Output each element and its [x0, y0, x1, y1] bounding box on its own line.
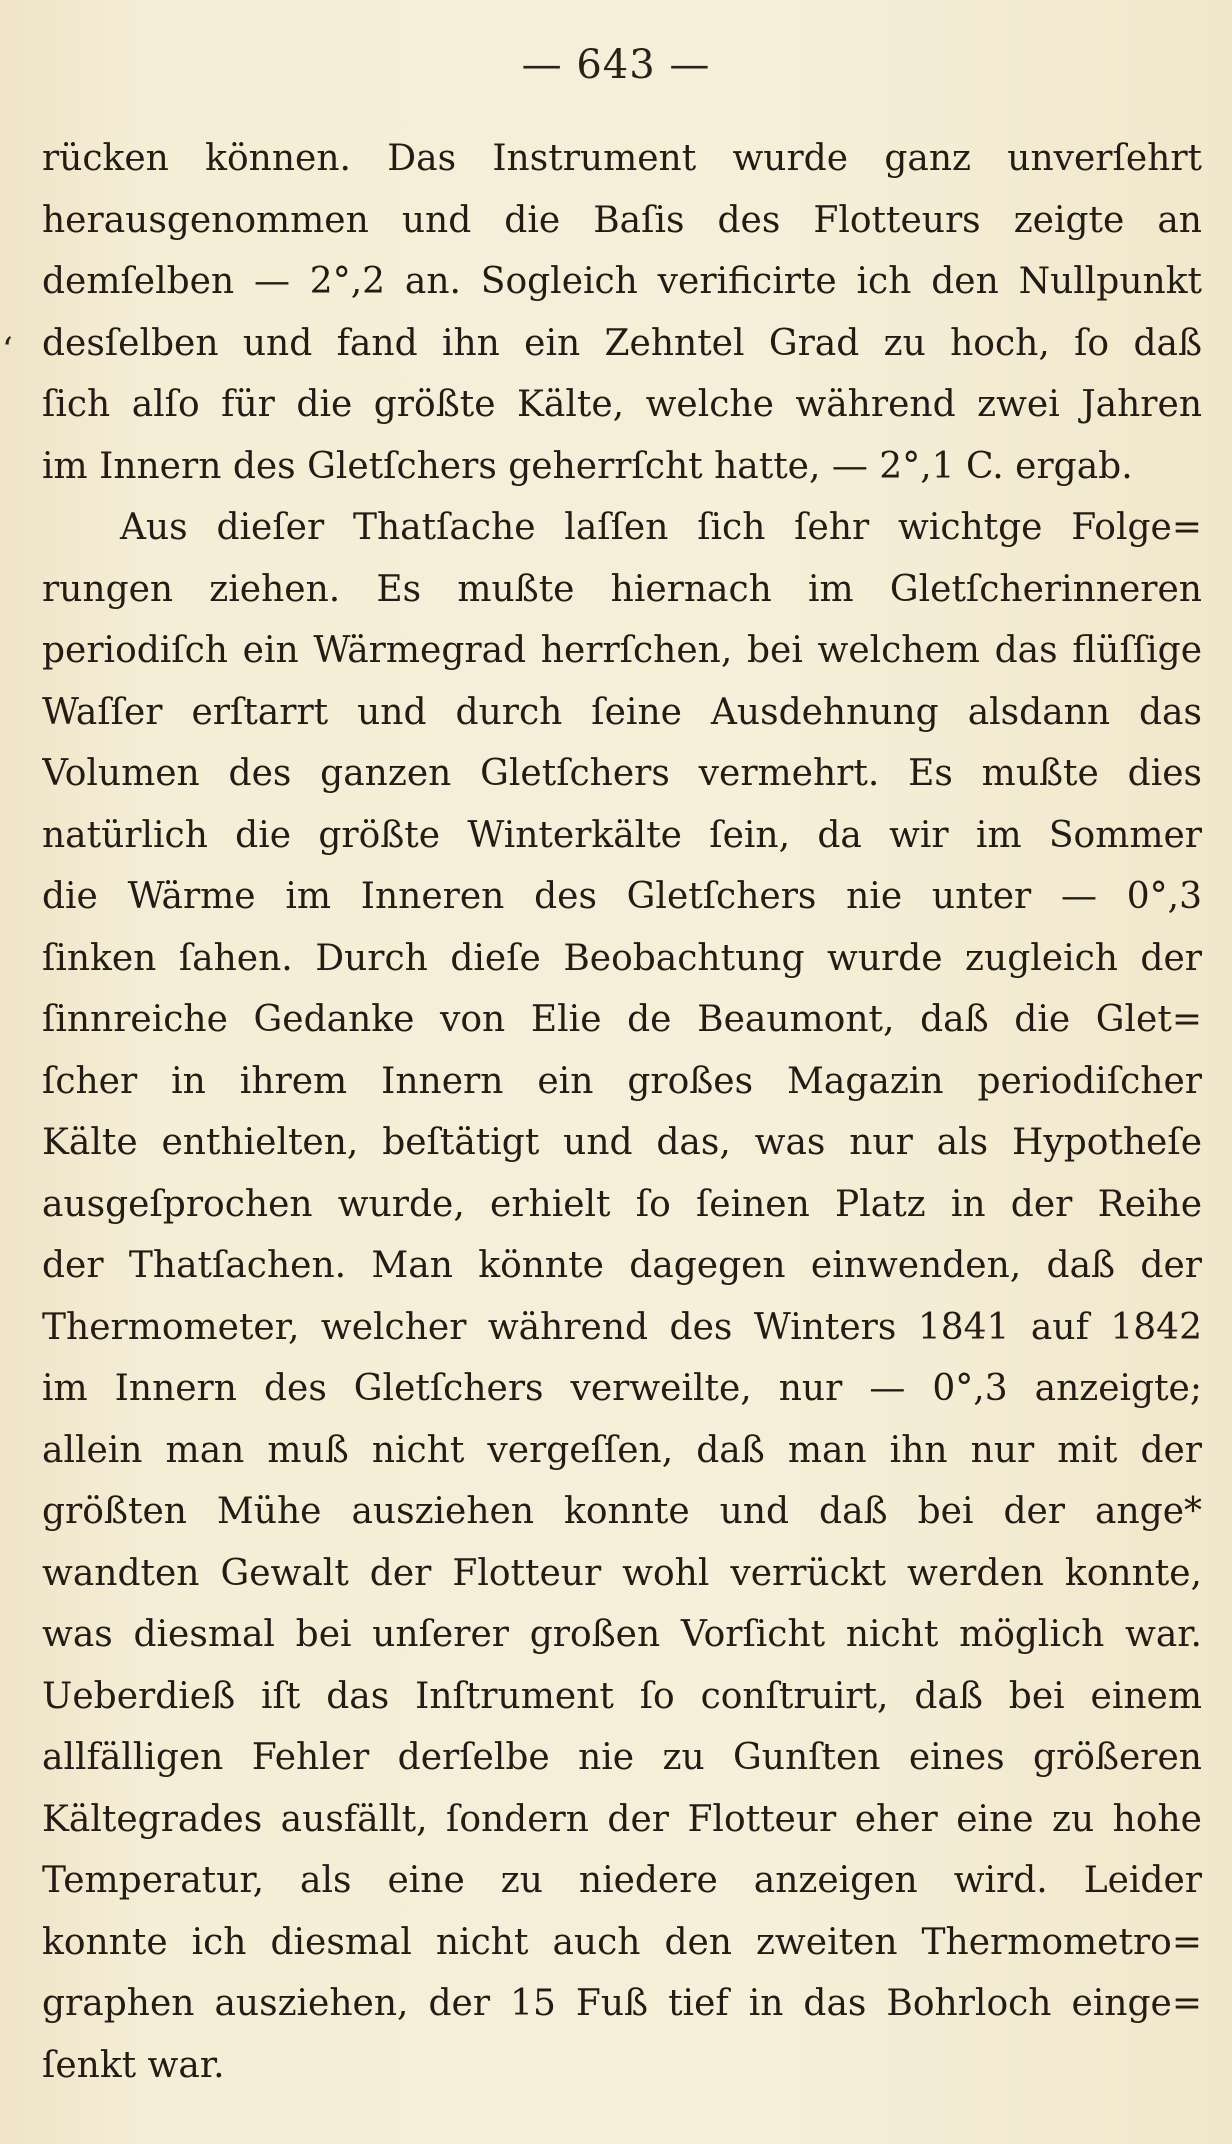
text-line: periodiſch ein Wärmegrad herrſchen, bei welchem das flüſſige [42, 630, 1202, 671]
text-line: demſelben — 2°,2 an. Sogleich verificirte ich den Nullpunkt [42, 261, 1202, 302]
text-line: Ueberdieß iſt das Inſtrument ſo conſtruirt, daß bei einem [42, 1675, 1202, 1717]
text-line: ſinnreiche Gedanke von Elie de Beaumont, daß die Glet= [42, 999, 1202, 1040]
text-line: im Innern des Gletſchers verweilte, nur — 0°,3 anzeigte; [42, 1368, 1202, 1409]
text-line: desſelben und fand ihn ein Zehntel Grad zu hoch, ſo daß [42, 322, 1202, 364]
text-line: allein man muß nicht vergeſſen, daß man ihn nur mit der [42, 1429, 1202, 1471]
page-number: — 643 — [521, 42, 711, 88]
text-line: rücken können. Das Instrument wurde ganz unverſehrt [42, 138, 1202, 179]
text-line: im Innern des Gletſchers geherrſcht hatte, — 2°,1 C. ergab. [42, 445, 1133, 487]
text-line: Waſſer erſtarrt und durch ſeine Ausdehnung alsdann das [42, 691, 1202, 733]
text-line: was diesmal bei unſerer großen Vorſicht nicht möglich war. [42, 1614, 1202, 1655]
text-line: ſinken ſahen. Durch dieſe Beobachtung wurde zugleich der [42, 937, 1202, 979]
text-line: graphen ausziehen, der 15 Fuß tief in das Bohrloch einge= [42, 1983, 1202, 2024]
text-line: ausgeſprochen wurde, erhielt ſo ſeinen Platz in der Reihe [42, 1183, 1202, 1225]
text-line: ſcher in ihrem Innern ein großes Magazin periodiſcher [42, 1060, 1202, 1102]
text-line: allfälligen Fehler derſelbe nie zu Gunſten eines größeren [42, 1737, 1202, 1778]
text-line: Volumen des ganzen Gletſchers vermehrt. Es mußte dies [42, 753, 1202, 794]
paragraph-start-line: Aus dieſer Thatſache laſſen ſich ſehr wichtge Folge= [120, 507, 1202, 548]
text-line: Kältegrades ausfällt, ſondern der Flotteur eher eine zu hohe [42, 1798, 1202, 1840]
text-line: herausgenommen und die Baſis des Flotteurs zeigte an [42, 199, 1202, 241]
text-line: wandten Gewalt der Flotteur wohl verrückt werden konnte, [42, 1552, 1202, 1594]
text-line: Temperatur, als eine zu niedere anzeigen wird. Leider [42, 1860, 1202, 1901]
text-line: rungen ziehen. Es mußte hiernach im Gletſcherinneren [42, 568, 1202, 610]
text-line: die Wärme im Inneren des Gletſchers nie unter — 0°,3 [42, 876, 1202, 917]
body-text [42, 128, 1202, 2096]
text-line: größten Mühe ausziehen konnte und daß bei der ange* [42, 1491, 1202, 1532]
text-line: der Thatſachen. Man könnte dagegen einwenden, daß der [42, 1245, 1202, 1286]
text-line: Kälte enthielten, beſtätigt und das, was nur als Hypotheſe [42, 1122, 1202, 1163]
text-line: ſich alſo für die größte Kälte, welche während zwei Jahren [42, 384, 1202, 425]
text-line: Thermometer, welcher während des Winters 1841 auf 1842 [42, 1306, 1202, 1348]
margin-mark: ‘ [2, 330, 13, 370]
text-line: konnte ich diesmal nicht auch den zweiten Thermometro= [42, 1921, 1202, 1963]
text-line: ſenkt war. [42, 2044, 225, 2086]
text-line: natürlich die größte Winterkälte ſein, da wir im Sommer [42, 814, 1202, 856]
